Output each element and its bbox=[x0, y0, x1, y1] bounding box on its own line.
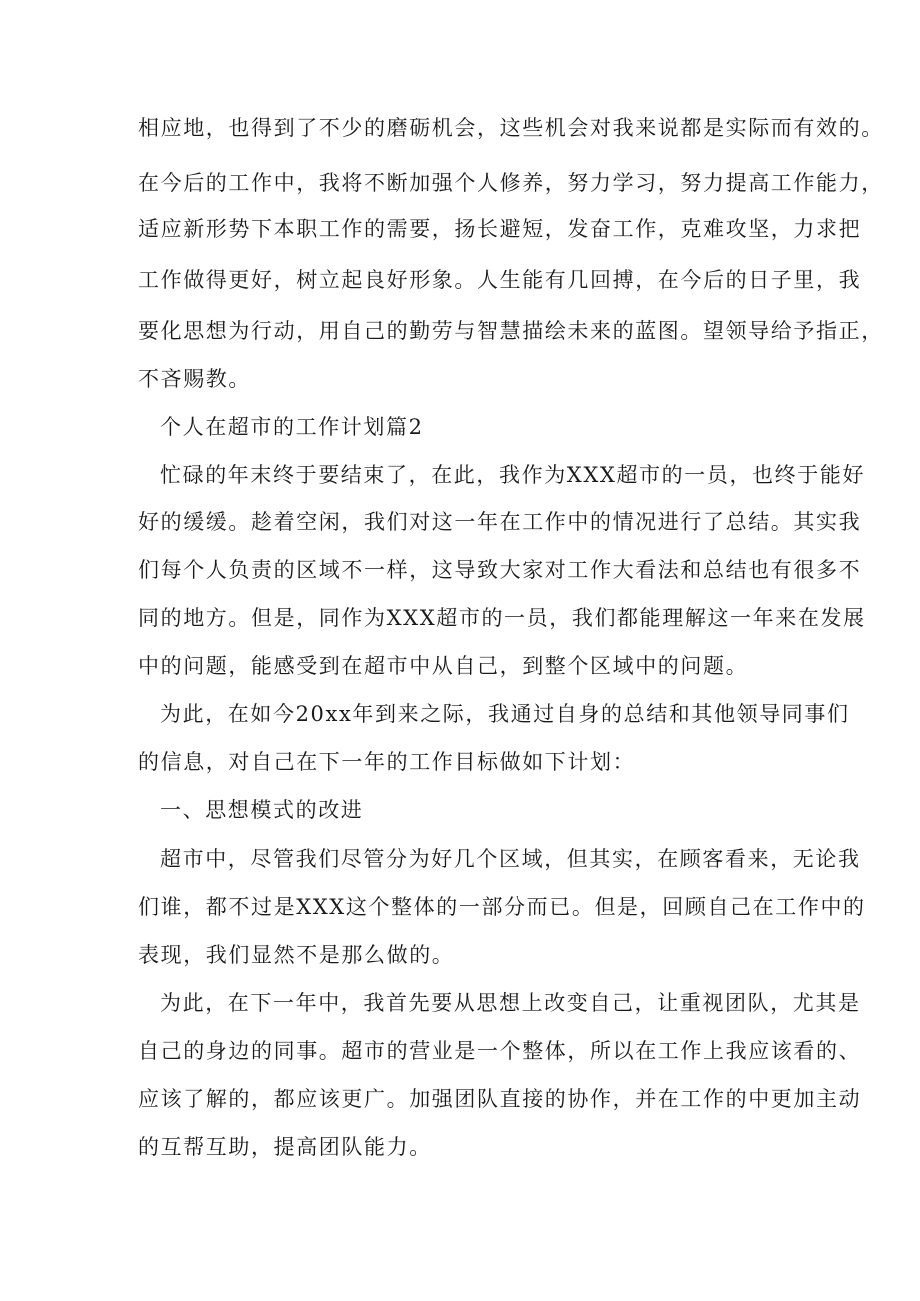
paragraph-line: 们谁，都不过是XXX这个整体的一部分而已。但是，回顾自己在工作中的 bbox=[138, 895, 866, 919]
paragraph-line: 相应地，也得到了不少的磨砺机会，这些机会对我来说都是实际而有效的。 bbox=[138, 116, 884, 140]
section-heading: 个人在超市的工作计划篇2 bbox=[160, 415, 424, 439]
paragraph-line: 忙碌的年末终于要结束了，在此，我作为XXX超市的一员，也终于能好 bbox=[160, 463, 866, 487]
paragraph-line: 为此，在如今20xx年到来之际，我通过自身的总结和其他领导同事们 bbox=[160, 702, 850, 726]
section-heading: 一、思想模式的改进 bbox=[160, 798, 364, 822]
paragraph-line: 同的地方。但是，同作为XXX超市的一员，我们都能理解这一年来在发展 bbox=[138, 606, 866, 630]
paragraph-line: 要化思想为行动，用自己的勤劳与智慧描绘未来的蓝图。望领导给予指正， bbox=[138, 319, 884, 343]
paragraph-line: 的互帮互助，提高团队能力。 bbox=[138, 1135, 432, 1159]
paragraph-line: 应该了解的，都应该更广。加强团队直接的协作，并在工作的中更加主动 bbox=[138, 1087, 862, 1111]
paragraph-line: 们每个人负责的区域不一样，这导致大家对工作大看法和总结也有很多不 bbox=[138, 558, 862, 582]
paragraph-line: 好的缓缓。趁着空闲，我们对这一年在工作中的情况进行了总结。其实我 bbox=[138, 510, 862, 534]
paragraph-line: 在今后的工作中，我将不断加强个人修养，努力学习，努力提高工作能力， bbox=[138, 171, 884, 195]
paragraph-line: 为此，在下一年中，我首先要从思想上改变自己，让重视团队，尤其是 bbox=[160, 991, 861, 1015]
paragraph-line: 超市中，尽管我们尽管分为好几个区域，但其实，在顾客看来，无论我 bbox=[160, 847, 861, 871]
paragraph-line: 自己的身边的同事。超市的营业是一个整体，所以在工作上我应该看的、 bbox=[138, 1039, 862, 1063]
paragraph-line: 不吝赐教。 bbox=[138, 367, 251, 391]
paragraph-line: 工作做得更好，树立起良好形象。人生能有几回搏，在今后的日子里，我 bbox=[138, 268, 862, 292]
paragraph-line: 表现，我们显然不是那么做的。 bbox=[138, 943, 455, 967]
paragraph-line: 适应新形势下本职工作的需要，扬长避短，发奋工作，克难攻坚，力求把 bbox=[138, 217, 862, 241]
paragraph-line: 中的问题，能感受到在超市中从自己，到整个区域中的问题。 bbox=[138, 654, 749, 678]
paragraph-line: 的信息，对自己在下一年的工作目标做如下计划： bbox=[138, 750, 636, 774]
